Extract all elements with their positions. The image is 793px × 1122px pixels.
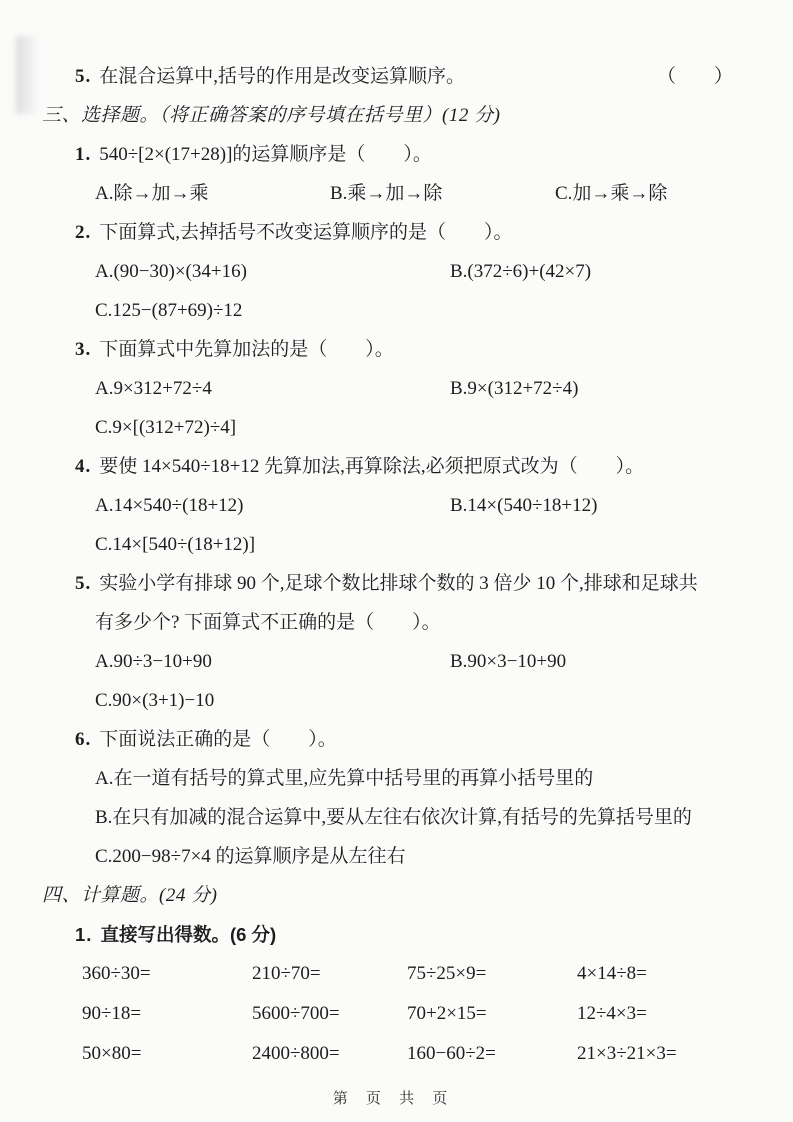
calc-item: 12÷4×3=: [577, 1003, 647, 1024]
q3-option-b: B.9×(312+72÷4): [450, 378, 579, 399]
q2-option-c: C.125−(87+69)÷12: [95, 300, 243, 321]
choice-question-5-options-ab: [95, 649, 745, 675]
q1-option-a: A.除→加→乘: [95, 183, 209, 204]
question-number: 5.: [75, 573, 92, 594]
q5-option-c: C.90×(3+1)−10: [95, 690, 215, 711]
calc-item: 70+2×15=: [407, 1003, 487, 1024]
q4-option-b: B.14×(540÷18+12): [450, 495, 598, 516]
q6-option-c: C.200−98÷7×4 的运算顺序是从左往右: [95, 846, 406, 867]
question-text: 540÷[2×(17+28)]的运算顺序是（ ）。: [99, 144, 432, 165]
calc-item: 50×80=: [82, 1043, 142, 1064]
calc-item: 21×3÷21×3=: [577, 1043, 677, 1064]
choice-question-6-option-a-row: [95, 766, 745, 792]
calc-row-2: [82, 1001, 745, 1027]
question-text: 有多少个? 下面算式不正确的是（ ）。: [95, 612, 441, 633]
calc-item: 75÷25×9=: [407, 963, 487, 984]
q2-option-a: A.(90−30)×(34+16): [95, 261, 247, 282]
choice-question-5-stem-line2: [95, 610, 745, 636]
section-4-header: [42, 883, 745, 909]
q3-option-a: A.9×312+72÷4: [95, 378, 212, 399]
scan-edge-shadow: [16, 36, 40, 114]
section-4-title: 四、计算题。(24 分): [42, 885, 218, 906]
section-3-subtitle: （将正确答案的序号填在括号里）(12 分): [159, 105, 501, 126]
question-number: 6.: [75, 729, 92, 750]
choice-question-6-option-b-row: [95, 805, 745, 831]
q6-option-a: A.在一道有括号的算式里,应先算中括号里的再算小括号里的: [95, 768, 594, 789]
choice-question-6-option-c-row: [95, 844, 745, 870]
question-text: 下面算式,去掉括号不改变运算顺序的是（ ）。: [99, 222, 513, 243]
choice-question-4-options-ab: [95, 493, 745, 519]
calc-item: 90÷18=: [82, 1003, 142, 1024]
q1-option-c: C.加→乘→除: [555, 183, 668, 204]
question-text: 实验小学有排球 90 个,足球个数比排球个数的 3 倍少 10 个,排球和足球共: [99, 573, 698, 594]
subquestion-number: 1.: [75, 924, 93, 945]
calc-item: 360÷30=: [82, 963, 151, 984]
choice-question-5-stem-line1: [75, 571, 745, 597]
choice-question-1-stem: [75, 142, 745, 168]
q3-option-c: C.9×[(312+72)÷4]: [95, 417, 237, 438]
q2-option-b: B.(372÷6)+(42×7): [450, 261, 592, 282]
choice-question-4-stem: [75, 454, 745, 480]
choice-question-6-stem: [75, 727, 745, 753]
q4-option-a: A.14×540÷(18+12): [95, 495, 244, 516]
subquestion-text: 直接写出得数。(6 分): [100, 924, 277, 945]
question-text: 要使 14×540÷18+12 先算加法,再算除法,必须把原式改为（ ）。: [99, 456, 645, 477]
calc-row-3: [82, 1041, 745, 1067]
calc-item: 210÷70=: [252, 963, 321, 984]
choice-question-1-options: [95, 181, 745, 207]
question-number: 2.: [75, 222, 92, 243]
section-3-title: 三、选择题。: [42, 105, 160, 126]
question-number: 1.: [75, 144, 92, 165]
calc-row-1: [82, 961, 745, 987]
question-text: 下面算式中先算加法的是（ ）。: [99, 339, 394, 360]
calc-item: 2400÷800=: [252, 1043, 340, 1064]
question-number: 4.: [75, 456, 92, 477]
q5-option-b: B.90×3−10+90: [450, 651, 567, 672]
question-number: 5.: [75, 66, 92, 87]
q5-option-a: A.90÷3−10+90: [95, 651, 212, 672]
question-text: 在混合运算中,括号的作用是改变运算顺序。: [99, 66, 466, 87]
calc-item: 160−60÷2=: [407, 1043, 496, 1064]
section-3-header: [42, 103, 745, 129]
question-number: 3.: [75, 339, 92, 360]
choice-question-5-option-c-row: [95, 688, 745, 714]
q4-option-c: C.14×[540÷(18+12)]: [95, 534, 256, 555]
true-false-question-5-text-wrap: [75, 64, 465, 90]
choice-question-2-options-ab: [95, 259, 745, 285]
choice-question-2-option-c-row: [95, 298, 745, 324]
question-text: 下面说法正确的是（ ）。: [99, 729, 337, 750]
true-false-question-5: [75, 64, 745, 90]
answer-blank: （ ）: [656, 66, 733, 87]
q6-option-b: B.在只有加减的混合运算中,要从左往右依次计算,有括号的先算括号里的: [95, 807, 692, 828]
page-footer: 第 页 共 页: [332, 1090, 455, 1107]
calc-item: 4×14÷8=: [577, 963, 647, 984]
choice-question-3-option-c-row: [95, 415, 745, 441]
choice-question-3-stem: [75, 337, 745, 363]
choice-question-3-options-ab: [95, 376, 745, 402]
section-4-subquestion-1: [75, 922, 745, 948]
choice-question-2-stem: [75, 220, 745, 246]
choice-question-4-option-c-row: [95, 532, 745, 558]
calc-item: 5600÷700=: [252, 1003, 340, 1024]
q1-option-b: B.乘→加→除: [330, 183, 443, 204]
